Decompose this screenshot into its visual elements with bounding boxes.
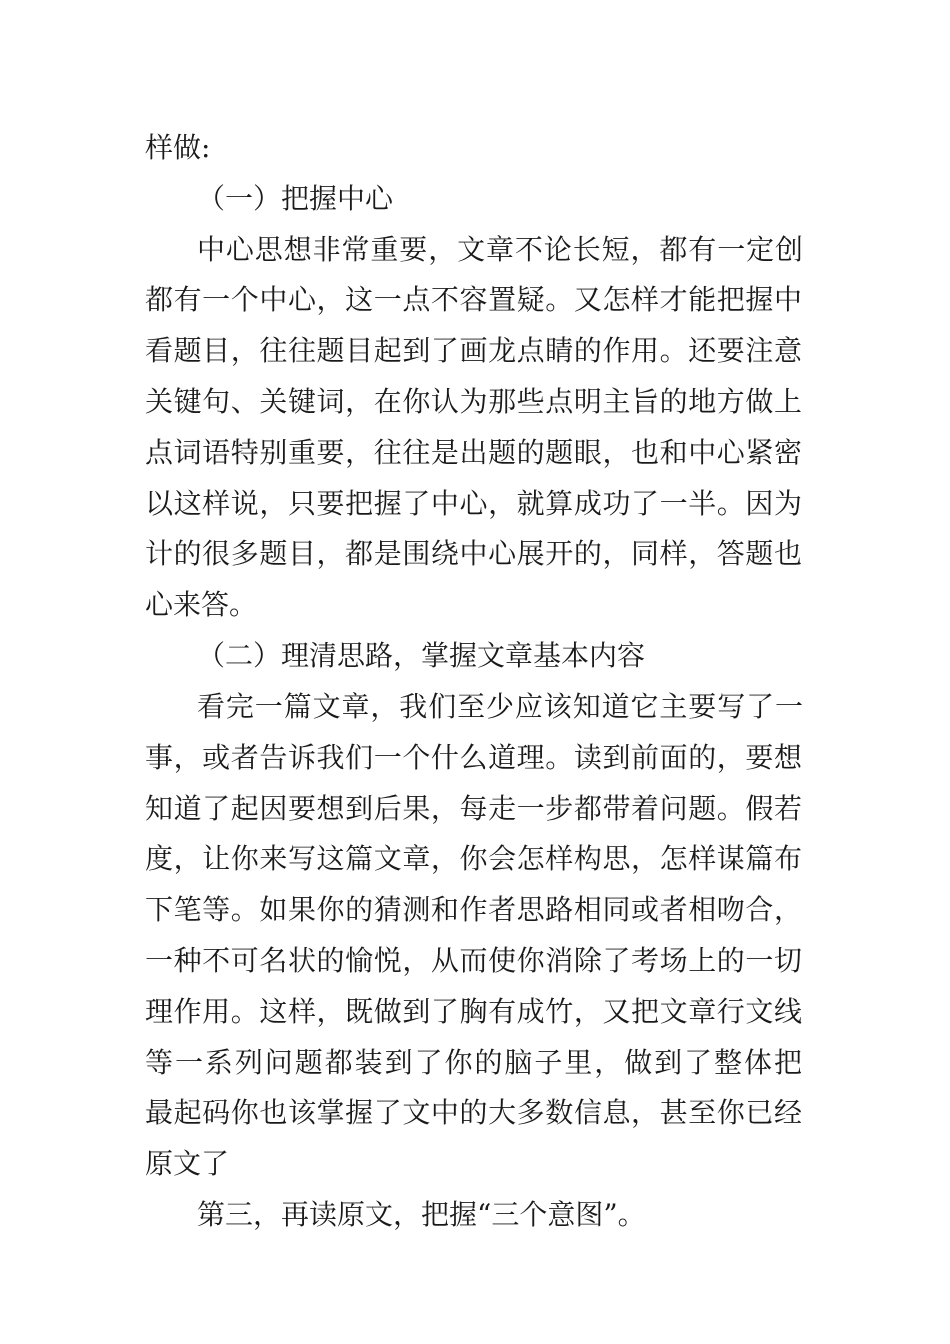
- paragraph-line: [0, 486, 950, 522]
- paragraph-line: [0, 1095, 950, 1131]
- line-text: 原文了: [145, 1147, 230, 1180]
- line-text: 以这样说，只要把握了中心，就算成功了一半。因为: [145, 487, 802, 520]
- line-text: 关键句、关键词，在你认为那些点明主旨的地方做上: [145, 385, 802, 418]
- paragraph-line: [0, 943, 950, 979]
- paragraph-line: [0, 791, 950, 827]
- heading-text: （二）理清思路，掌握文章基本内容: [197, 639, 646, 672]
- line-text: 点词语特别重要，往往是出题的题眼，也和中心紧密: [145, 436, 802, 469]
- paragraph-line: [0, 587, 950, 623]
- section-heading-1: [0, 181, 950, 217]
- line-text: 都有一个中心，这一点不容置疑。又怎样才能把握中: [145, 283, 802, 316]
- line-text: 知道了起因要想到后果，每走一步都带着问题。假若: [145, 792, 802, 825]
- paragraph-line: [0, 892, 950, 928]
- line-text: 事，或者告诉我们一个什么道理。读到前面的，要想: [145, 741, 802, 774]
- paragraph-line: [0, 282, 950, 318]
- paragraph-line: [0, 384, 950, 420]
- paragraph-line: [0, 536, 950, 572]
- paragraph-line: [0, 1045, 950, 1081]
- paragraph-line: [0, 689, 950, 725]
- paragraph-line: [0, 994, 950, 1030]
- heading-text: （一）把握中心: [197, 182, 394, 215]
- line-text: 心来答。: [145, 588, 258, 621]
- line-text: 中心思想非常重要，文章不论长短，都有一定创: [197, 233, 803, 266]
- section-heading-2: [0, 638, 950, 674]
- line-text: 计的很多题目，都是围绕中心展开的，同样，答题也: [145, 537, 802, 570]
- line-text: 一种不可名状的愉悦，从而使你消除了考场上的一切: [145, 944, 802, 977]
- line-text: 下笔等。如果你的猜测和作者思路相同或者相吻合，: [145, 893, 802, 926]
- text-line: [0, 130, 950, 166]
- paragraph-line: [0, 333, 950, 369]
- paragraph-line: [0, 1146, 950, 1182]
- line-text: 最起码你也该掌握了文中的大多数信息，甚至你已经: [145, 1096, 802, 1129]
- line-text: 度，让你来写这篇文章，你会怎样构思，怎样谋篇布: [145, 842, 802, 875]
- line-text: 看完一篇文章，我们至少应该知道它主要写了一: [197, 690, 803, 723]
- line-text: 样做:: [145, 131, 211, 164]
- paragraph-line: [0, 841, 950, 877]
- heading-text: 第三，再读原文，把握“三个意图”。: [197, 1198, 646, 1231]
- line-text: 理作用。这样，既做到了胸有成竹，又把文章行文线: [145, 995, 802, 1028]
- section-heading-3: [0, 1197, 950, 1233]
- line-text: 看题目，往往题目起到了画龙点睛的作用。还要注意: [145, 334, 802, 367]
- paragraph-line: [0, 232, 950, 268]
- line-text: 等一系列问题都装到了你的脑子里，做到了整体把: [145, 1046, 802, 1079]
- paragraph-line: [0, 740, 950, 776]
- paragraph-line: [0, 435, 950, 471]
